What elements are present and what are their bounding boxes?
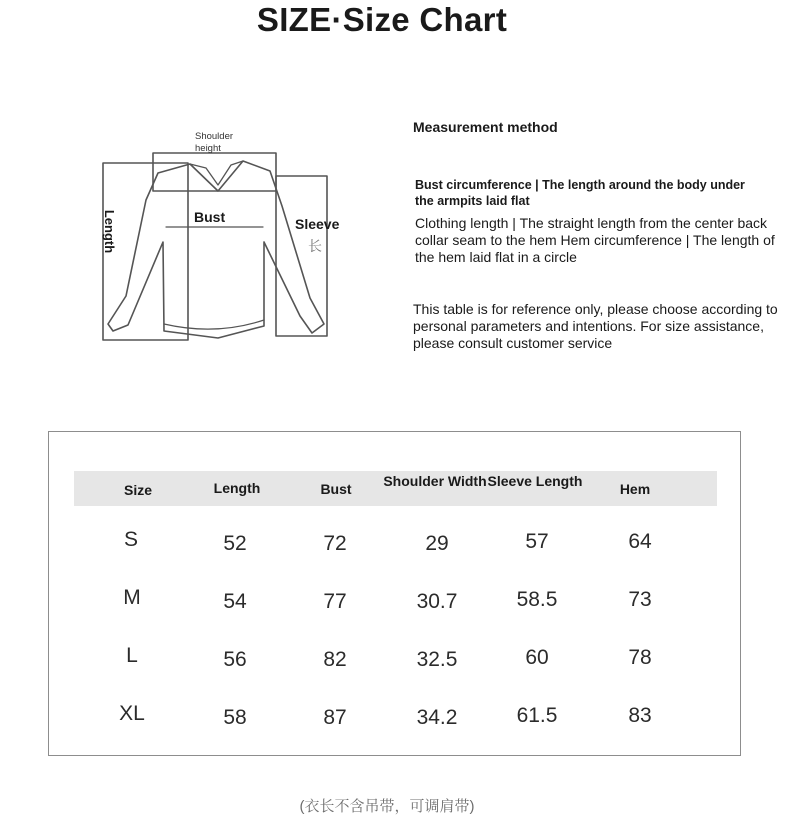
- shirt-outline: [108, 161, 324, 338]
- table-cell: 87: [323, 706, 347, 729]
- table-cell: L: [126, 644, 138, 667]
- length-label: Length: [102, 209, 118, 254]
- size-table: [48, 431, 741, 756]
- table-cell: XL: [119, 702, 145, 725]
- table-cell: 78: [628, 646, 652, 669]
- table-cell: 56: [223, 648, 247, 671]
- table-cell: 32.5: [416, 648, 458, 671]
- header-length: Length: [213, 480, 261, 496]
- table-cell: 29: [425, 532, 449, 555]
- table-cell: 58: [223, 706, 247, 729]
- garment-diagram: [98, 128, 348, 348]
- reference-note: This table is for reference only, please choose according to personal parameters and intentions. For size assistance, please consult customer service: [413, 301, 778, 351]
- table-cell: 64: [628, 530, 652, 553]
- table-cell: 54: [223, 590, 247, 613]
- bust-description: Bust circumference | The length around the body under the armpits laid flat: [415, 178, 745, 208]
- table-cell: 52: [223, 532, 247, 555]
- sleeve-cn-label: 长: [308, 238, 322, 254]
- footnote: (衣长不含吊带，可调肩带): [299, 798, 475, 815]
- neckline: [190, 161, 243, 185]
- table-cell: 77: [323, 590, 347, 613]
- table-cell: 58.5: [516, 588, 558, 611]
- table-cell: M: [123, 586, 141, 609]
- page-title: SIZE·Size Chart: [256, 1, 508, 38]
- table-cell: 83: [628, 704, 652, 727]
- table-cell: 73: [628, 588, 652, 611]
- table-cell: 72: [323, 532, 347, 555]
- header-bust: Bust: [320, 481, 352, 497]
- header-hem: Hem: [619, 481, 651, 497]
- sleeve-label: Sleeve: [295, 216, 340, 232]
- measurement-method-section: [413, 118, 783, 351]
- measurement-heading: Measurement method: [413, 119, 558, 135]
- shoulder-label: Shoulder height: [195, 131, 234, 154]
- header-sleeve-length: Sleeve Length: [487, 473, 583, 489]
- table-cell: 57: [525, 530, 549, 553]
- table-cell: 30.7: [416, 590, 458, 613]
- table-cell: 34.2: [416, 706, 458, 729]
- table-cell: S: [123, 528, 138, 551]
- length-hem-description: Clothing length | The straight length from the center back collar seam to the hem Hem circumference | The length of the hem laid flat in a circle: [415, 215, 775, 265]
- bust-label: Bust: [194, 209, 226, 225]
- table-cell: 82: [323, 648, 347, 671]
- table-cell: 60: [525, 646, 549, 669]
- header-size: Size: [123, 482, 152, 498]
- sleeve-guide-box: [276, 176, 327, 336]
- shoulder-guide-box: [153, 153, 276, 191]
- table-cell: 61.5: [516, 704, 558, 727]
- header-shoulder-width: Shoulder Width: [383, 473, 487, 489]
